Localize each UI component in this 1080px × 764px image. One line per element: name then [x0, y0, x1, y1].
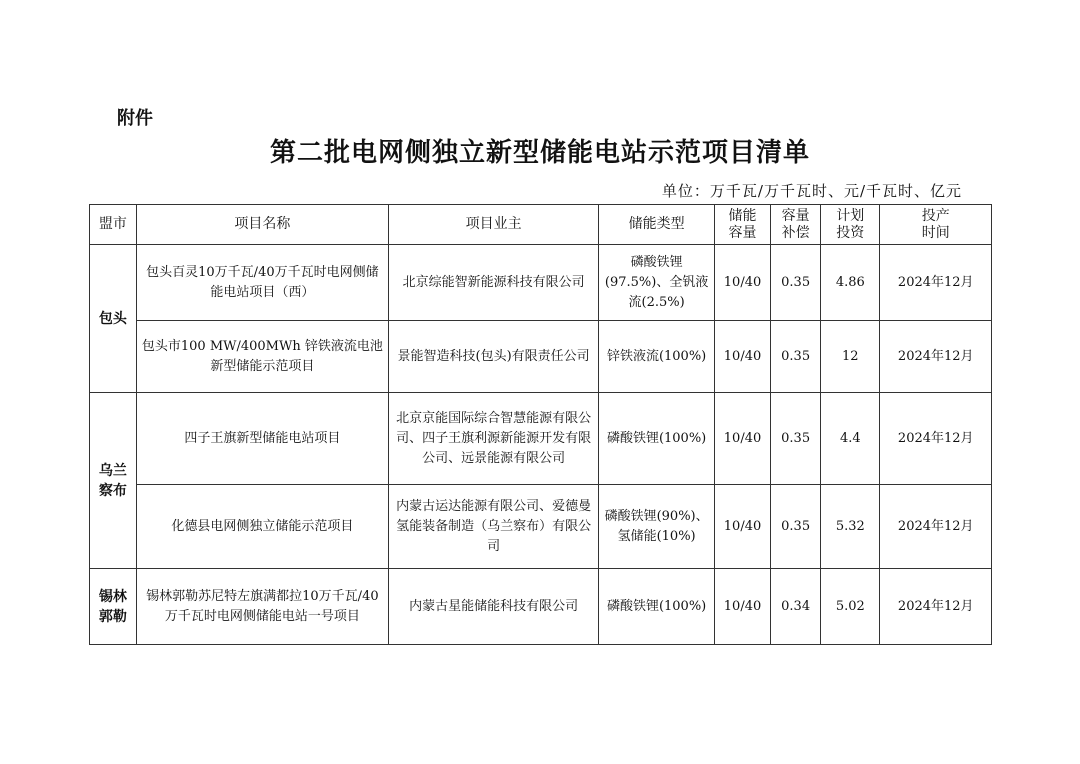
unit-note: 单位：万千瓦/万千瓦时、元/千瓦时、亿元 — [661, 182, 962, 200]
project-owner-cell: 内蒙古星能储能科技有限公司 — [388, 569, 598, 645]
project-name-cell: 锡林郭勒苏尼特左旗满都拉10万千瓦/40万千瓦时电网侧储能电站一号项目 — [136, 569, 388, 645]
time-cell: 2024年12月 — [880, 485, 992, 569]
time-cell: 2024年12月 — [880, 245, 992, 321]
city-cell: 包头 — [90, 245, 137, 393]
header-investment — [821, 205, 880, 245]
header-capacity-line1: 储能 — [728, 207, 757, 224]
header-investment-line1: 计划 — [836, 207, 865, 224]
project-name-cell: 包头市100 MW/400MWh 锌铁液流电池新型储能示范项目 — [136, 321, 388, 393]
table-row — [90, 245, 992, 321]
table-row — [90, 569, 992, 645]
time-cell: 2024年12月 — [880, 321, 992, 393]
header-name: 项目名称 — [136, 205, 388, 245]
project-owner-cell: 景能智造科技(包头)有限责任公司 — [388, 321, 598, 393]
header-owner: 项目业主 — [388, 205, 598, 245]
header-time-line2: 时间 — [921, 224, 950, 241]
attachment-label: 附件 — [117, 108, 153, 129]
header-compensation-line2: 补偿 — [781, 224, 810, 241]
storage-type-cell: 磷酸铁锂(100%) — [599, 569, 715, 645]
compensation-cell: 0.35 — [771, 393, 821, 485]
header-compensation — [771, 205, 821, 245]
table-row — [90, 485, 992, 569]
investment-cell: 5.02 — [821, 569, 880, 645]
capacity-cell: 10/40 — [714, 321, 770, 393]
compensation-cell: 0.35 — [771, 485, 821, 569]
header-city: 盟市 — [90, 205, 137, 245]
investment-cell: 4.86 — [821, 245, 880, 321]
storage-type-cell: 磷酸铁锂(97.5%)、全钒液流(2.5%) — [599, 245, 715, 321]
investment-cell: 5.32 — [821, 485, 880, 569]
header-capacity — [714, 205, 770, 245]
capacity-cell: 10/40 — [714, 393, 770, 485]
header-capacity-line2: 容量 — [728, 224, 757, 241]
table-row — [90, 321, 992, 393]
time-cell: 2024年12月 — [880, 393, 992, 485]
capacity-cell: 10/40 — [714, 245, 770, 321]
header-time-line1: 投产 — [921, 207, 950, 224]
investment-cell: 4.4 — [821, 393, 880, 485]
header-type: 储能类型 — [599, 205, 715, 245]
storage-type-cell: 磷酸铁锂(100%) — [599, 393, 715, 485]
compensation-cell: 0.34 — [771, 569, 821, 645]
capacity-cell: 10/40 — [714, 485, 770, 569]
compensation-cell: 0.35 — [771, 245, 821, 321]
page-title: 第二批电网侧独立新型储能电站示范项目清单 — [269, 138, 810, 168]
project-name-cell: 四子王旗新型储能电站项目 — [136, 393, 388, 485]
table-row — [90, 393, 992, 485]
header-investment-line2: 投资 — [836, 224, 865, 241]
table-header-row — [90, 205, 992, 245]
investment-cell: 12 — [821, 321, 880, 393]
city-cell: 锡林郭勒 — [90, 569, 137, 645]
capacity-cell: 10/40 — [714, 569, 770, 645]
compensation-cell: 0.35 — [771, 321, 821, 393]
project-owner-cell: 北京京能国际综合智慧能源有限公司、四子王旗利源新能源开发有限公司、远景能源有限公司 — [388, 393, 598, 485]
storage-type-cell: 锌铁液流(100%) — [599, 321, 715, 393]
project-name-cell: 化德县电网侧独立储能示范项目 — [136, 485, 388, 569]
project-owner-cell: 内蒙古运达能源有限公司、爱德曼氢能装备制造（乌兰察布）有限公司 — [388, 485, 598, 569]
header-time — [880, 205, 992, 245]
project-name-cell: 包头百灵10万千瓦/40万千瓦时电网侧储能电站项目（西） — [136, 245, 388, 321]
header-compensation-line1: 容量 — [781, 207, 810, 224]
storage-type-cell: 磷酸铁锂(90%)、氢储能(10%) — [599, 485, 715, 569]
city-cell: 乌兰察布 — [90, 393, 137, 569]
project-table — [89, 204, 992, 645]
time-cell: 2024年12月 — [880, 569, 992, 645]
project-owner-cell: 北京综能智新能源科技有限公司 — [388, 245, 598, 321]
